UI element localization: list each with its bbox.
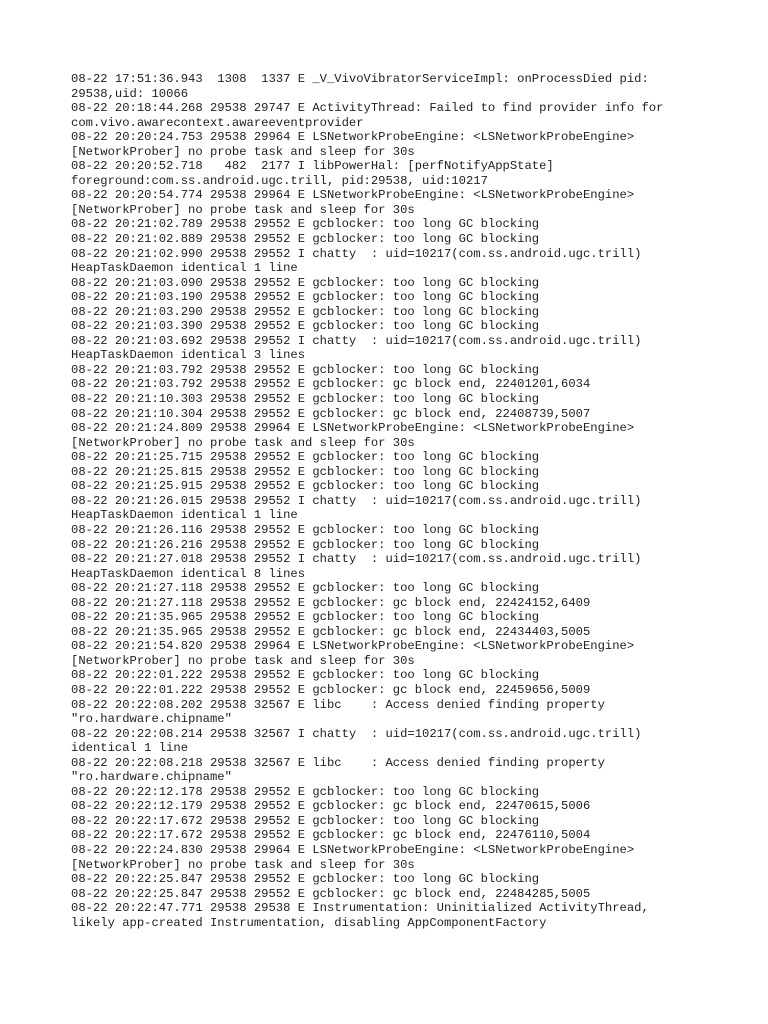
log-line: 08-22 20:21:10.304 29538 29552 E gcblocker: gc block end, 22408739,5007 — [71, 406, 591, 421]
log-line: com.vivo.awarecontext.awareeventprovider — [71, 115, 364, 130]
log-line: 08-22 20:21:03.290 29538 29552 E gcblocker: too long GC blocking — [71, 304, 540, 319]
log-line: 08-22 20:21:02.789 29538 29552 E gcblocker: too long GC blocking — [71, 217, 540, 232]
log-line: 08-22 20:21:26.216 29538 29552 E gcblocker: too long GC blocking — [71, 537, 540, 552]
log-line: 08-22 20:22:01.222 29538 29552 E gcblocker: too long GC blocking — [71, 668, 540, 683]
log-line: "ro.hardware.chipname" — [71, 712, 232, 727]
log-line: 08-22 20:18:44.268 29538 29747 E ActivityThread: Failed to find provider info for — [71, 101, 664, 116]
log-line: 08-22 20:21:02.990 29538 29552 I chatty : uid=10217(com.ss.android.ugc.trill) — [71, 246, 642, 261]
log-line: HeapTaskDaemon identical 3 lines — [71, 348, 306, 363]
log-line: 08-22 20:22:24.830 29538 29964 E LSNetworkProbeEngine: <LSNetworkProbeEngine> — [71, 842, 635, 857]
log-line: 08-22 20:22:01.222 29538 29552 E gcblocker: gc block end, 22459656,5009 — [71, 682, 591, 697]
log-line: 08-22 17:51:36.943 1308 1337 E _V_VivoVibratorServiceImpl: onProcessDied pid: — [71, 72, 649, 86]
log-line: 08-22 20:21:25.815 29538 29552 E gcblocker: too long GC blocking — [71, 464, 540, 479]
log-line: 08-22 20:20:52.718 482 2177 I libPowerHal: [perfNotifyAppState] — [71, 159, 554, 174]
log-line: 08-22 20:22:17.672 29538 29552 E gcblocker: gc block end, 22476110,5004 — [71, 828, 591, 843]
log-line: [NetworkProber] no probe task and sleep for 30s — [71, 653, 415, 668]
log-line: 08-22 20:22:12.178 29538 29552 E gcblocker: too long GC blocking — [71, 784, 540, 799]
log-line: 29538,uid: 10066 — [71, 86, 189, 101]
log-line: 08-22 20:21:27.118 29538 29552 E gcblocker: too long GC blocking — [71, 581, 540, 596]
log-line: 08-22 20:21:26.116 29538 29552 E gcblocker: too long GC blocking — [71, 522, 540, 537]
log-line: [NetworkProber] no probe task and sleep for 30s — [71, 857, 415, 872]
log-line: HeapTaskDaemon identical 1 line — [71, 261, 298, 276]
log-line: 08-22 20:21:24.809 29538 29964 E LSNetworkProbeEngine: <LSNetworkProbeEngine> — [71, 421, 635, 436]
log-line: 08-22 20:21:35.965 29538 29552 E gcblocker: gc block end, 22434403,5005 — [71, 624, 591, 639]
log-line: 08-22 20:21:03.792 29538 29552 E gcblocker: gc block end, 22401201,6034 — [71, 377, 591, 392]
log-line: 08-22 20:21:27.018 29538 29552 I chatty : uid=10217(com.ss.android.ugc.trill) — [71, 552, 642, 567]
log-line: 08-22 20:21:54.820 29538 29964 E LSNetworkProbeEngine: <LSNetworkProbeEngine> — [71, 639, 635, 654]
log-line: 08-22 20:21:02.889 29538 29552 E gcblocker: too long GC blocking — [71, 232, 540, 247]
log-line: 08-22 20:21:03.692 29538 29552 I chatty : uid=10217(com.ss.android.ugc.trill) — [71, 333, 642, 348]
log-line: 08-22 20:21:10.303 29538 29552 E gcblocker: too long GC blocking — [71, 392, 540, 407]
log-line: [NetworkProber] no probe task and sleep for 30s — [71, 435, 415, 450]
log-line: 08-22 20:22:12.179 29538 29552 E gcblocker: gc block end, 22470615,5006 — [71, 799, 591, 814]
log-line: 08-22 20:21:35.965 29538 29552 E gcblocker: too long GC blocking — [71, 610, 540, 625]
log-line: 08-22 20:21:03.090 29538 29552 E gcblocker: too long GC blocking — [71, 275, 540, 290]
log-line: likely app-created Instrumentation, disabling AppComponentFactory — [71, 915, 547, 930]
log-line: 08-22 20:21:25.915 29538 29552 E gcblocker: too long GC blocking — [71, 479, 540, 494]
log-line: 08-22 20:20:24.753 29538 29964 E LSNetworkProbeEngine: <LSNetworkProbeEngine> — [71, 130, 635, 145]
log-line: 08-22 20:22:17.672 29538 29552 E gcblocker: too long GC blocking — [71, 813, 540, 828]
log-line: [NetworkProber] no probe task and sleep for 30s — [71, 144, 415, 159]
log-line: 08-22 20:22:25.847 29538 29552 E gcblocker: too long GC blocking — [71, 872, 540, 887]
log-line: 08-22 20:22:25.847 29538 29552 E gcblocker: gc block end, 22484285,5005 — [71, 886, 591, 901]
log-line: 08-22 20:20:54.774 29538 29964 E LSNetworkProbeEngine: <LSNetworkProbeEngine> — [71, 188, 635, 203]
log-line: 08-22 20:21:27.118 29538 29552 E gcblocker: gc block end, 22424152,6409 — [71, 595, 591, 610]
log-line: 08-22 20:21:03.792 29538 29552 E gcblocker: too long GC blocking — [71, 362, 540, 377]
log-line: 08-22 20:21:03.190 29538 29552 E gcblocker: too long GC blocking — [71, 290, 540, 305]
log-line: 08-22 20:22:08.218 29538 32567 E libc : Access denied finding property — [71, 755, 605, 770]
log-line: [NetworkProber] no probe task and sleep for 30s — [71, 202, 415, 217]
log-line: 08-22 20:22:08.214 29538 32567 I chatty : uid=10217(com.ss.android.ugc.trill) — [71, 726, 642, 741]
log-line: 08-22 20:21:26.015 29538 29552 I chatty : uid=10217(com.ss.android.ugc.trill) — [71, 493, 642, 508]
log-line: identical 1 line — [71, 741, 189, 756]
log-line: 08-22 20:22:47.771 29538 29538 E Instrumentation: Uninitialized ActivityThread, — [71, 901, 649, 916]
log-line: "ro.hardware.chipname" — [71, 770, 232, 785]
log-text-block — [71, 72, 711, 930]
log-line: 08-22 20:21:03.390 29538 29552 E gcblocker: too long GC blocking — [71, 319, 540, 334]
log-line: foreground:com.ss.android.ugc.trill, pid:29538, uid:10217 — [71, 173, 488, 188]
log-line: 08-22 20:22:08.202 29538 32567 E libc : Access denied finding property — [71, 697, 605, 712]
log-line: 08-22 20:21:25.715 29538 29552 E gcblocker: too long GC blocking — [71, 450, 540, 465]
log-line: HeapTaskDaemon identical 1 line — [71, 508, 298, 523]
log-line: HeapTaskDaemon identical 8 lines — [71, 566, 306, 581]
